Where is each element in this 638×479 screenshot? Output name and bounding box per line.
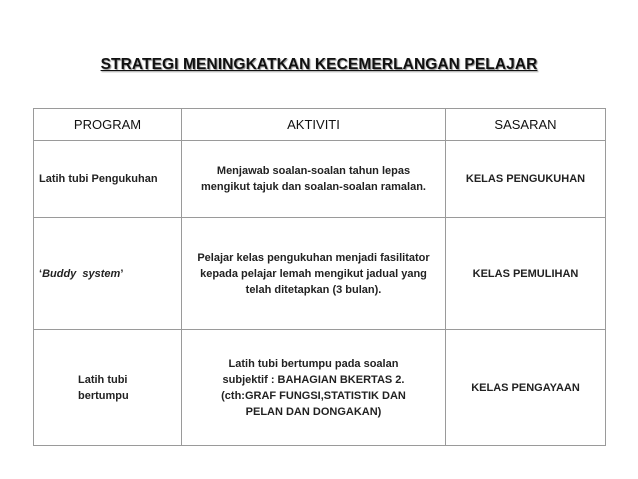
table-header-row — [34, 109, 606, 141]
header-aktiviti: AKTIVITI — [182, 109, 446, 141]
sasaran-cell: KELAS PEMULIHAN — [446, 218, 606, 330]
quote-open: ‘ — [39, 267, 43, 280]
strategy-table — [33, 108, 606, 446]
table-row — [34, 141, 606, 218]
header-sasaran: SASARAN — [446, 109, 606, 141]
sasaran-cell: KELAS PENGAYAAN — [446, 330, 606, 446]
program-cell: Latih tubi bertumpu — [34, 330, 182, 446]
aktiviti-cell: Menjawab soalan-soalan tahun lepas mengikut tajuk dan soalan-soalan ramalan. — [182, 141, 446, 218]
aktiviti-cell: Latih tubi bertumpu pada soalan subjektif : BAHAGIAN BKERTAS 2. (cth:GRAF FUNGSI,STATISTIK DAN PELAN DAN DONGAKAN) — [182, 330, 446, 446]
table-row — [34, 218, 606, 330]
page-title: STRATEGI MENINGKATKAN KECEMERLANGAN PELAJAR — [100, 56, 538, 73]
program-text: Buddy system — [42, 267, 121, 280]
header-program: PROGRAM — [34, 109, 182, 141]
sasaran-cell: KELAS PENGUKUHAN — [446, 141, 606, 218]
aktiviti-cell: Pelajar kelas pengukuhan menjadi fasilitator kepada pelajar lemah mengikut jadual yang telah ditetapkan (3 bulan). — [182, 218, 446, 330]
quote-close: ’ — [120, 267, 124, 280]
program-cell — [34, 218, 182, 330]
program-cell: Latih tubi Pengukuhan — [34, 141, 182, 218]
table-row — [34, 330, 606, 446]
